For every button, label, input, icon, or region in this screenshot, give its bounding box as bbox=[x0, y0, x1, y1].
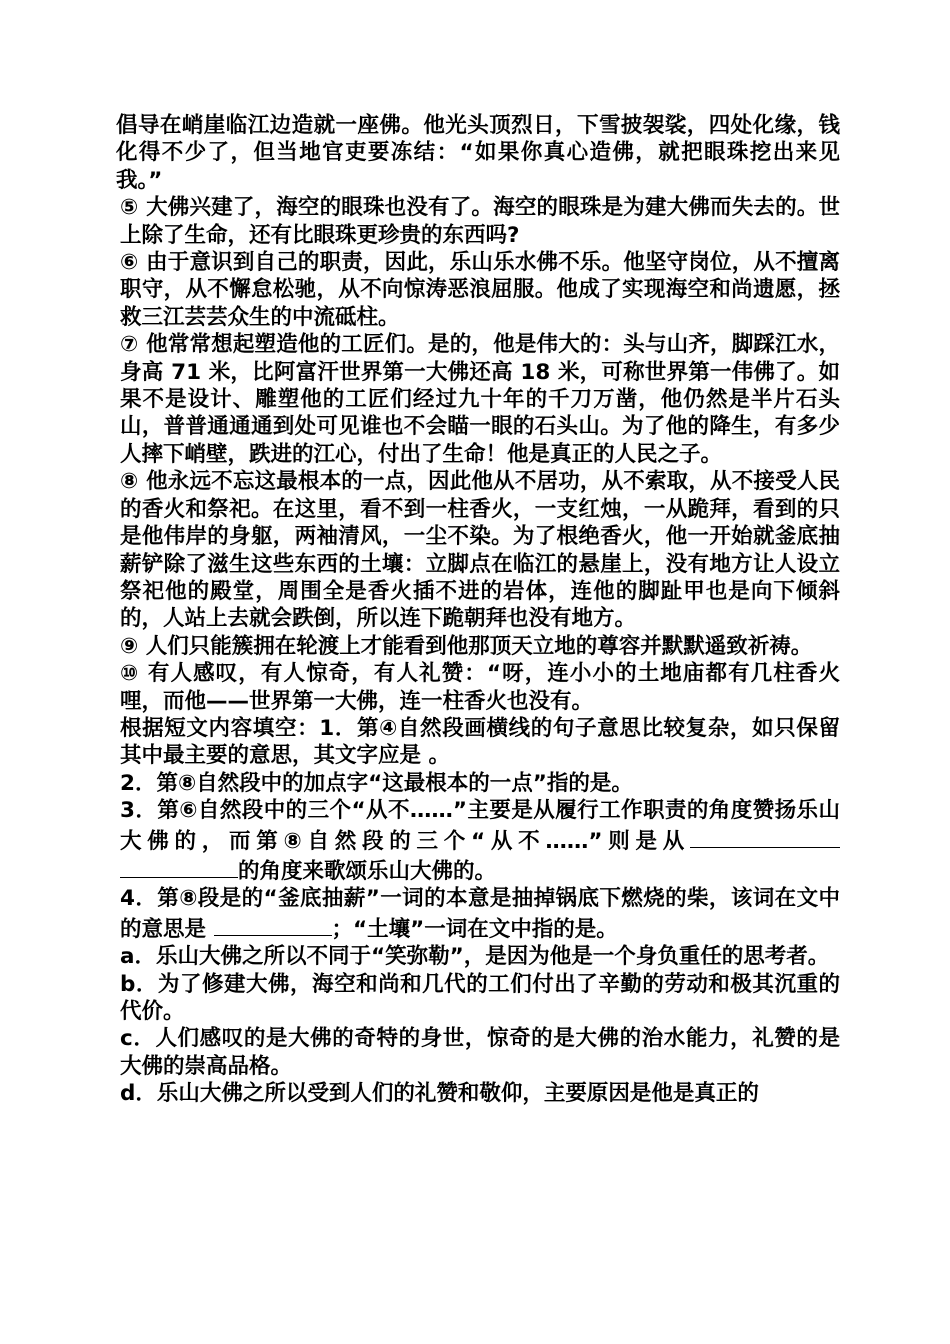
question-3 bbox=[116, 797, 840, 885]
paragraph-8: ⑧ 他永远不忘这最根本的一点，因此他从不居功，从不索取，从不接受人民的香火和祭祀。在这里，看不到一柱香火，一支红烛，一从跪拜，看到的只是他伟岸的身躯，两袖清风，一尘不染。为了根绝香火，他一开始就釜底抽薪铲除了滋生这些东西的土壤：立脚点在临江的悬崖上，没有地方让人设立祭祀他的殿堂，周围全是香火插不进的岩体，连他的脚趾甲也是向下倾斜的，人站上去就会跌倒，所以连下跪朝拜也没有地方。 bbox=[120, 469, 840, 632]
option-a: a．乐山大佛之所以不同于“笑弥勒”，是因为他是一个身负重任的思考者。 bbox=[120, 944, 830, 970]
paragraph-9: ⑨ 人们只能簇拥在轮渡上才能看到他那顶天立地的尊容并默默遥致祈祷。 bbox=[120, 633, 813, 659]
answer-blank-q3-a[interactable] bbox=[690, 825, 840, 848]
paragraph-7: ⑦ 他常常想起塑造他的工匠们。是的，他是伟大的：头与山齐，脚踩江水，身高 71 米，比阿富汗世界第一大佛还高 18 米，可称世界第一伟佛了。如果不是设计、雕塑他的工匠们经过九十年的千刀万凿，他仍然是半片石头山，普普通通通到处可见谁也不会瞄一眼的石头山。为了他的降生，有多少人摔下峭壁，跌进的江心，付出了生命！他是真正的人民之子。 bbox=[120, 332, 840, 467]
paragraph-6: ⑥ 由于意识到自己的职责，因此，乐山乐水佛不乐。他坚守岗位，从不擅离职守，从不懈怠松驰，从不向惊涛恶浪屈服。他成了实现海空和尚遗愿，拯救三江芸芸众生的中流砥柱。 bbox=[120, 250, 840, 330]
option-d: d．乐山大佛之所以受到人们的礼赞和敬仰，主要原因是他是真正的 bbox=[120, 1081, 759, 1107]
answer-blank-q3-b[interactable] bbox=[120, 855, 238, 878]
question-3-text-a: 3．第⑥自然段中的三个“从不……”主要是从履行工作职责的角度赞扬乐山大佛的，而第⑧自然段的三个“从不……”则是从 bbox=[120, 798, 840, 854]
answer-blank-q4[interactable] bbox=[214, 913, 332, 936]
paragraph-5: ⑤ 大佛兴建了，海空的眼珠也没有了。海空的眼珠是为建大佛而失去的。世上除了生命，还有比眼珠更珍贵的东西吗? bbox=[120, 195, 840, 248]
document-page bbox=[116, 112, 840, 1108]
option-c: c．人们感叹的是大佛的奇特的身世，惊奇的是大佛的治水能力，礼赞的是大佛的崇高品格。 bbox=[120, 1026, 840, 1079]
question-2: 2．第⑧自然段中的加点字“这最根本的一点”指的是。 bbox=[120, 770, 633, 796]
question-4-text-b: ；“土壤”一词在文中指的是。 bbox=[331, 916, 618, 942]
question-4-text-a: 4．第⑧段是的“釜底抽薪”一词的本意是抽掉锅底下燃烧的柴，该词在文中的意思是 bbox=[120, 886, 840, 942]
question-4 bbox=[116, 885, 840, 943]
question-1: 根据短文内容填空：1．第④自然段画横线的句子意思比较复杂，如只保留其中最主要的意思，其文字应是 。 bbox=[120, 715, 840, 769]
paragraph-10: ⑩ 有人感叹，有人惊奇，有人礼赞：“呀，连小小的土地庙都有几柱香火哩，而他——世界第一大佛，连一柱香火也没有。 bbox=[120, 661, 840, 714]
option-b: b．为了修建大佛，海空和尚和几代的工们付出了辛勤的劳动和极其沉重的代价。 bbox=[120, 971, 840, 1024]
paragraph-4-continued: 倡导在峭崖临江边造就一座佛。他光头顶烈日，下雪披袈裟，四处化缘，钱化得不少了，但当地官吏要冻结：“如果你真心造佛，就把眼珠挖出来见我。” bbox=[116, 113, 840, 193]
question-3-text-b: 的角度来歌颂乐山大佛的。 bbox=[238, 858, 497, 884]
